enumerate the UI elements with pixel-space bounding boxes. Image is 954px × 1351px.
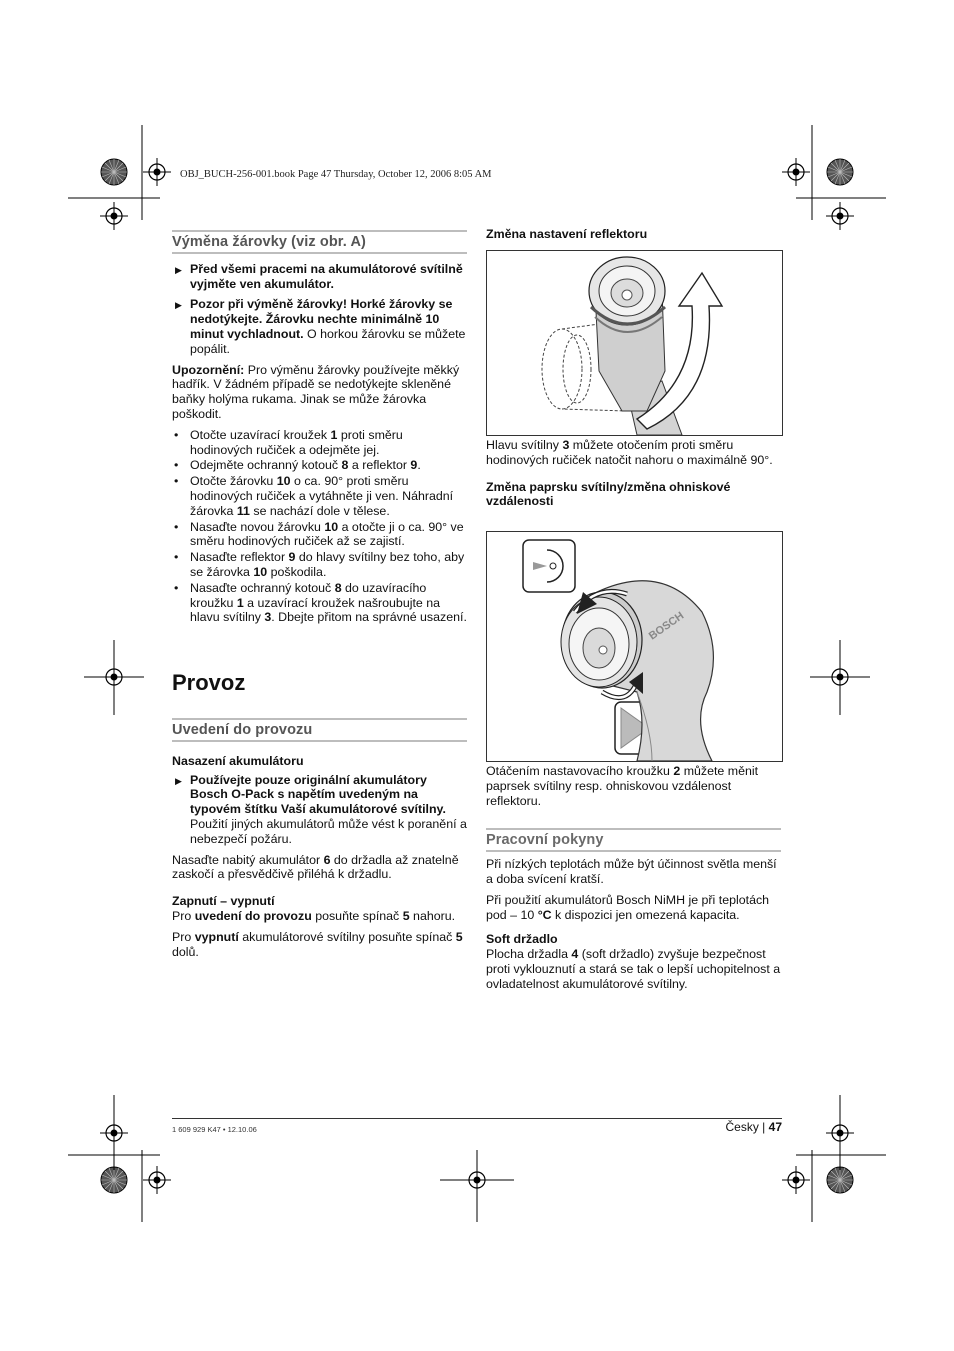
tips-paragraph-1: Při nízkých teplotách může být účinnost světla menší a doba svícení kratší. — [486, 857, 777, 886]
list-item: • Nasaďte novou žárovku 10 a otočte ji o ca. 90° ve směru hodinových ručiček až se zajistí. — [172, 520, 467, 550]
list-item: • Otočte žárovku 10 o ca. 90° proti směru hodinových ručiček a vytáhněte ji ven. Náhradní žárovka 11 se nachází dole v tělese. — [172, 474, 467, 518]
list-item: • Otočte uzavírací kroužek 1 proti směru hodinových ručiček a odejměte jej. — [172, 428, 467, 458]
bulb-replacement-steps — [172, 428, 467, 625]
note-paragraph — [172, 363, 467, 422]
flashlight-head-illustration — [487, 251, 782, 435]
list-item: • Nasaďte reflektor 9 do hlavy svítilny bez toho, aby se žárovka 10 poškodila. — [172, 550, 467, 580]
warning-text-normal: Použití jiných akumulátorů může vést k poranění a nebezpečí požáru. — [190, 816, 467, 846]
subheading-beam-change: Změna paprsku svítilny/změna ohniskové vzdálenosti — [486, 479, 731, 509]
footer-language: Česky — [725, 1120, 759, 1134]
flashlight-beam-illustration — [487, 532, 782, 761]
tips-paragraph-2: Při použití akumulátorů Bosch NiMH je při teplotách pod – 10 °C k dispozici jen omezená kapacita. — [486, 892, 770, 922]
switch-on-paragraph: Pro uvedení do provozu posuňte spínač 5 nahoru. — [172, 908, 456, 923]
section-title-start-up: Uvedení do provozu — [172, 718, 467, 742]
page-number: 47 — [768, 1120, 782, 1134]
subheading-battery-insert: Nasazení akumulátoru — [172, 753, 304, 768]
note-label: Upozornění: — [172, 362, 245, 377]
bosch-logo-text: BOSCH — [646, 609, 687, 643]
footer-rule — [172, 1118, 782, 1119]
section-title-working-tips: Pracovní pokyny — [486, 828, 781, 852]
switch-off-paragraph: Pro vypnutí akumulátorové svítilny posuňte spínač 5 dolů. — [172, 929, 463, 959]
battery-paragraph: Nasaďte nabitý akumulátor 6 do držadla až znatelně zaskočí a přesvědčivě přiléhá k držadlu. — [172, 852, 459, 882]
warning-text-bold: Pozor při výměně žárovky! Horké žárovky se nedotýkejte. Žárovku nechte minimálně 10 minut vychladnout. — [190, 297, 453, 341]
safety-warning-remove-battery — [172, 262, 467, 292]
beam-paragraph: Otáčením nastavovacího kroužku 2 můžete měnit paprsek svítilny resp. ohniskovou vzdálenost reflektoru. — [486, 764, 759, 808]
reflector-paragraph: Hlavu svítilny 3 můžete otočením proti směru hodinových ručiček natočit nahoru o maximálně 90°. — [486, 438, 773, 467]
safety-warning-hot-bulb — [172, 297, 467, 356]
left-column — [172, 230, 467, 626]
figure-flashlight-head-rotation — [486, 250, 783, 436]
right-column-work — [486, 764, 781, 998]
figure-beam-focus-adjust — [486, 531, 783, 762]
right-column-reflector — [486, 438, 781, 509]
list-item: • Nasaďte ochranný kotouč 8 do uzavíracího kroužku 1 a uzavírací kroužek našroubujte na hlavu svítilny 3. Dbejte přitom na správné usazení. — [172, 581, 467, 625]
subheading-reflector-adjust: Změna nastavení reflektoru — [486, 227, 648, 241]
warning-arrow-icon: ▶ — [175, 300, 182, 311]
warning-text-normal: O horkou žárovku se můžete popálit. — [190, 326, 466, 356]
footer-doc-code: 1 609 929 K47 • 12.10.06 — [172, 1125, 257, 1134]
chapter-title: Provoz — [172, 670, 246, 695]
warning-text-bold: Používejte pouze originální akumulátory Bosch O-Pack s napětím uvedeným na typovém štítku Vaší akumulátorové svítilny. — [190, 772, 446, 817]
print-job-header: OBJ_BUCH-256-001.book Page 47 Thursday, October 12, 2006 8:05 AM — [180, 169, 492, 180]
warning-text: Před všemi pracemi na akumulátorové svítilně vyjměte ven akumulátor. — [190, 261, 463, 291]
footer-separator: | — [762, 1120, 766, 1134]
wide-beam-icon — [523, 540, 575, 592]
footer-page-info — [686, 1120, 782, 1135]
warning-arrow-icon: ▶ — [175, 775, 182, 786]
grip-paragraph: Plocha držadla 4 (soft držadlo) zvyšuje bezpečnost proti vyklouznutí a stará se tak o lepší uchopitelnost a ovladatelnost akumulátorové svítilny. — [486, 947, 781, 991]
subheading-soft-grip: Soft držadlo — [486, 932, 558, 947]
section-title-bulb-replacement: Výměna žárovky (viz obr. A) — [172, 230, 467, 254]
left-column-operation — [172, 718, 467, 965]
safety-warning-original-battery — [172, 773, 467, 847]
note-text: Pro výměnu žárovky používejte měkký hadřík. V žádném případě se nedotýkejte skleněné baňky holýma rukama. Jinak se může žárovka poškodit. — [172, 362, 460, 421]
subheading-switch: Zapnutí – vypnutí — [172, 894, 275, 909]
list-item: • Odejměte ochranný kotouč 8 a reflektor 9. — [172, 458, 467, 473]
warning-arrow-icon: ▶ — [175, 264, 182, 275]
